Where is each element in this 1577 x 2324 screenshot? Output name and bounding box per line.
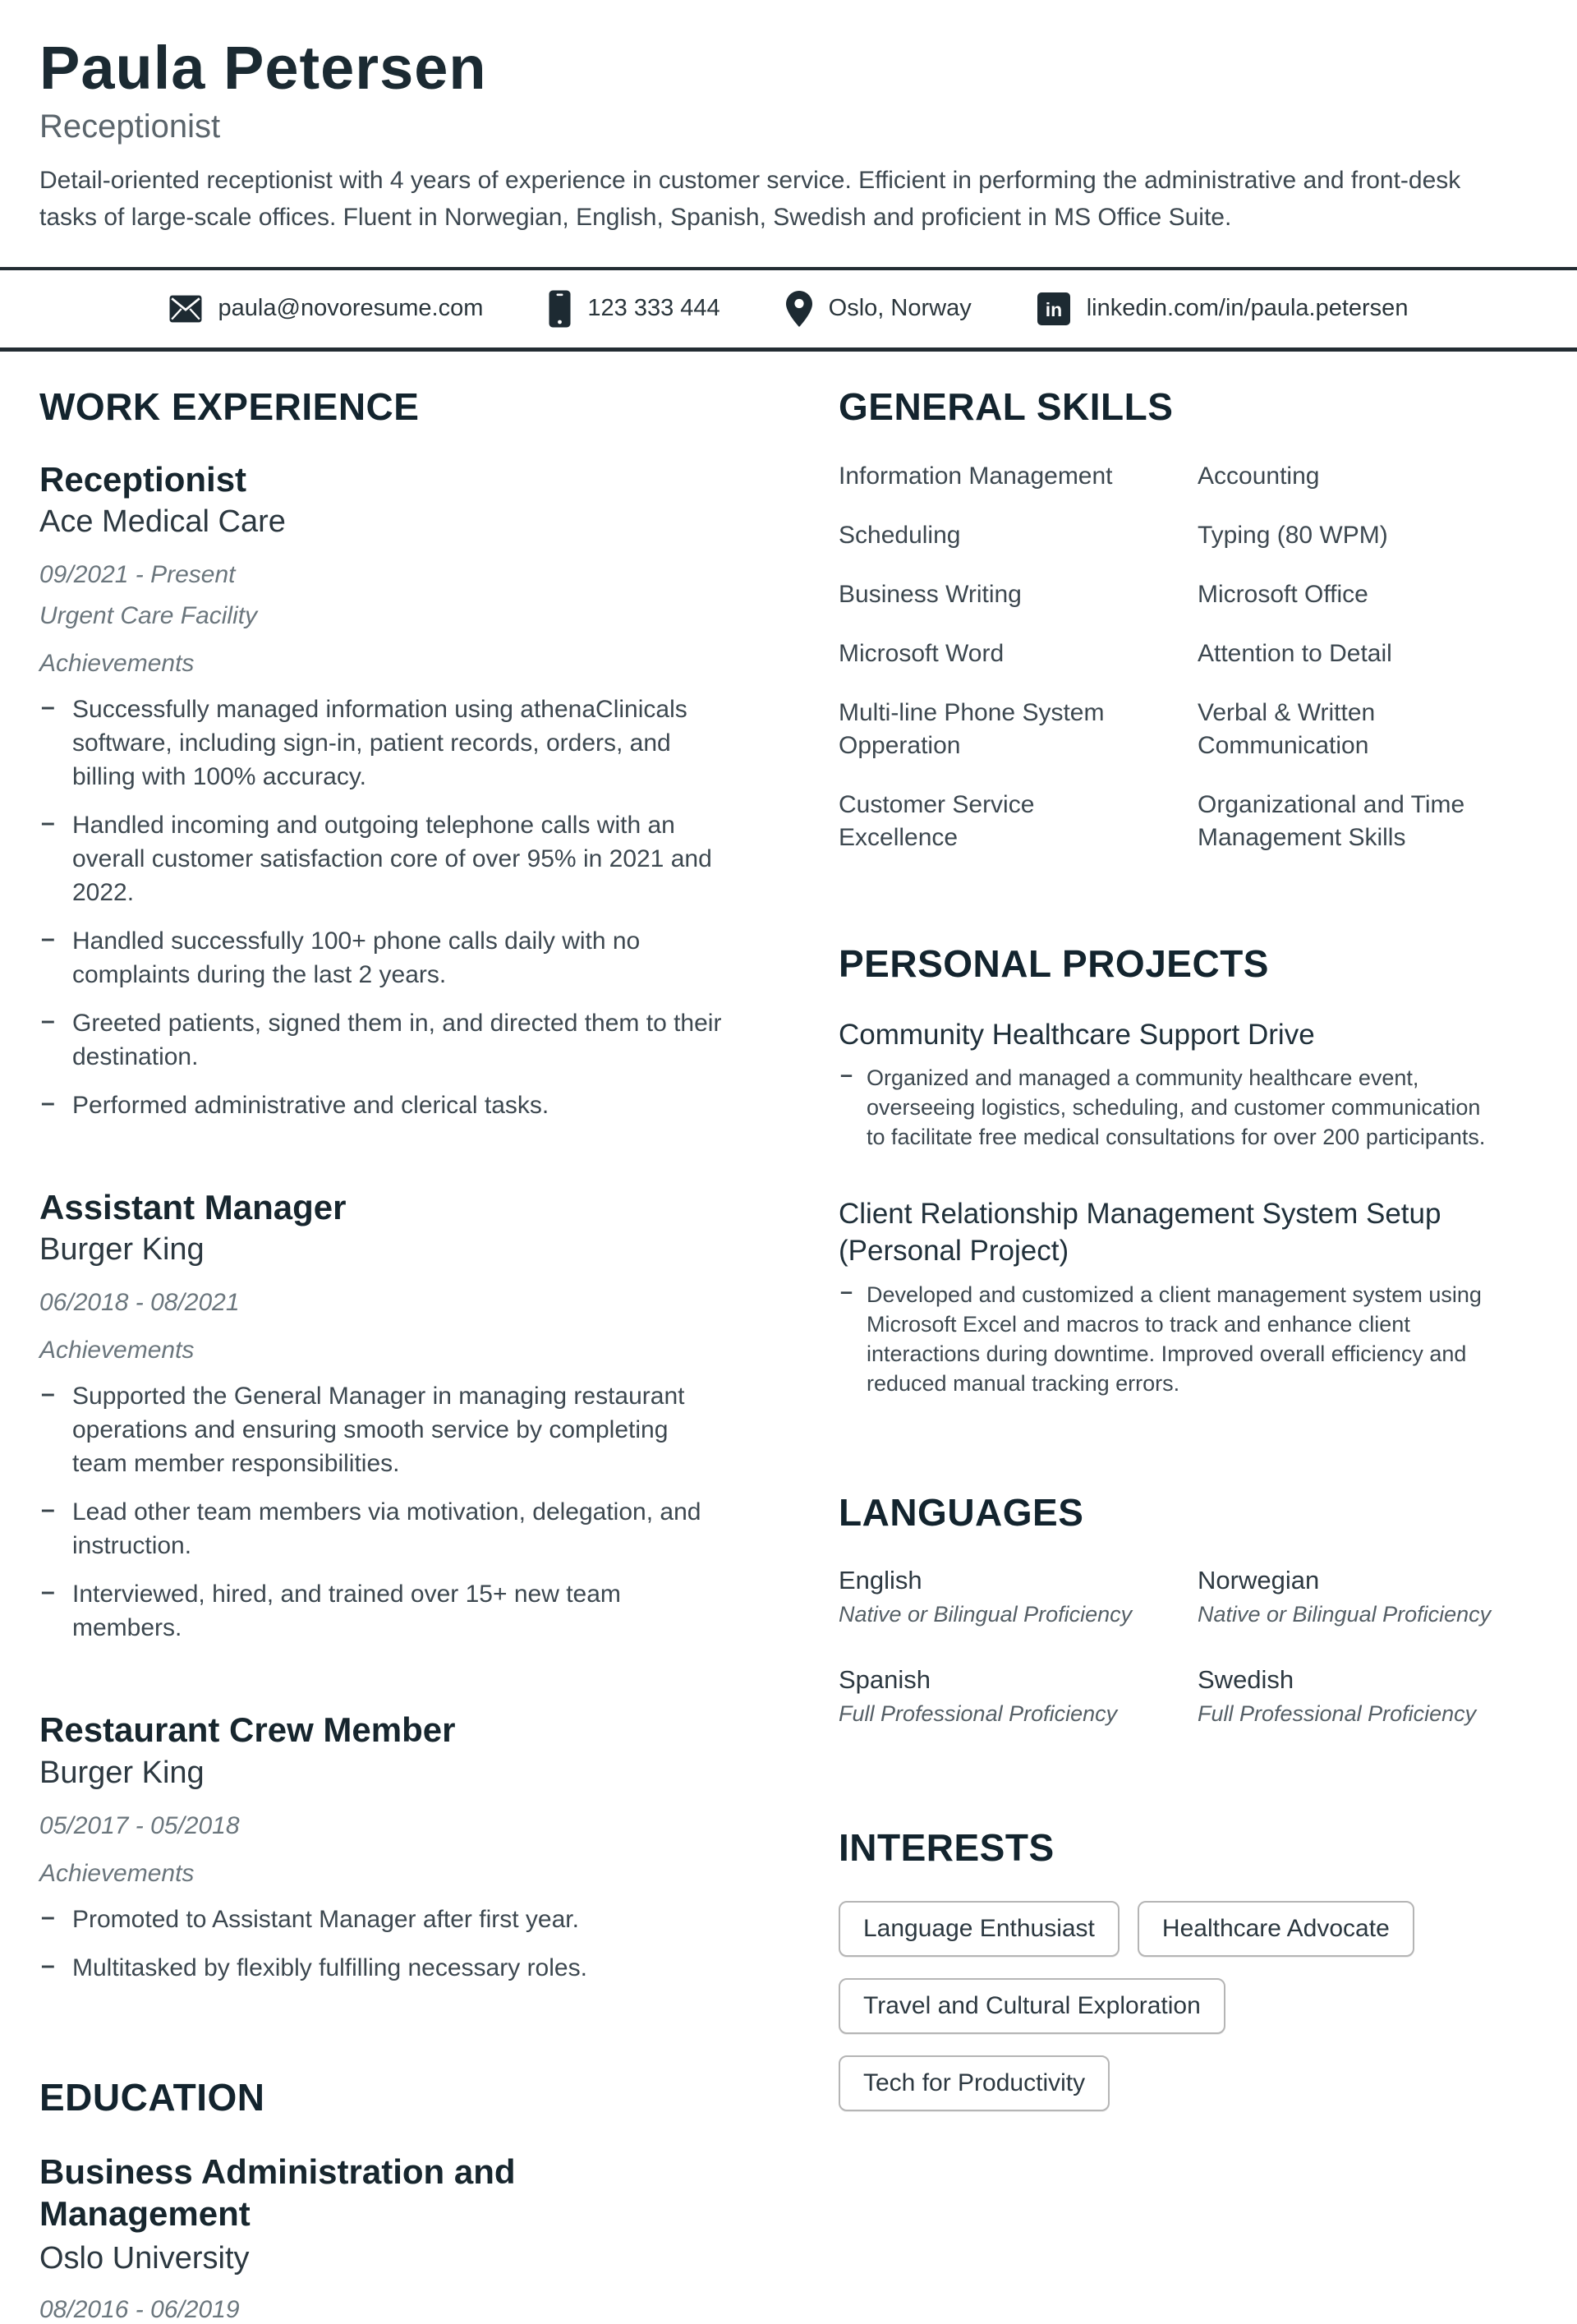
- project-entry: [839, 1017, 1538, 1153]
- job-entry: [39, 1710, 783, 1984]
- job-bullets: [39, 693, 783, 1122]
- language-name: Spanish: [839, 1665, 931, 1695]
- contact-email-text: paula@novoresume.com: [218, 295, 484, 322]
- skill-item: Typing (80 WPM): [1198, 521, 1388, 549]
- education-heading: EDUCATION: [39, 2075, 265, 2119]
- svg-text:in: in: [1045, 298, 1062, 320]
- job-dates: 05/2017 - 05/2018: [39, 1811, 240, 1839]
- project-bullets: [839, 1063, 1538, 1152]
- envelope-icon: [169, 295, 202, 323]
- language-name: Norwegian: [1198, 1566, 1320, 1595]
- dash-marker: –: [41, 1903, 55, 1931]
- bullet-item: – Handled incoming and outgoing telephone calls with an overall customer satisfaction core of over 95% in 2021 and 2022.: [39, 808, 729, 909]
- degree-title: Business Administration and Management: [39, 2151, 516, 2233]
- job-bullets: [39, 1379, 783, 1645]
- job-entry: [39, 460, 783, 1122]
- education-section: [39, 2075, 783, 2324]
- bullet-item: – Successfully managed information using athenaClinicals software, including sign-in, patient records, orders, and billing with 100% accuracy.: [39, 693, 729, 794]
- skill-item: Attention to Detail: [1198, 639, 1392, 667]
- project-entry: [839, 1196, 1538, 1398]
- contact-location: [786, 291, 972, 327]
- dash-marker: –: [41, 1951, 55, 1979]
- interest-pill-row: [839, 1901, 1538, 1957]
- languages-section: [839, 1490, 1538, 1727]
- contact-email[interactable]: [169, 295, 484, 323]
- job-company: Burger King: [39, 1755, 205, 1790]
- interest-pill-row: [839, 1978, 1538, 2034]
- bullet-item: – Developed and customized a client management system using Microsoft Excel and macros to track and enhance client interactions during downtime. Improved overall efficiency and reduced manual tracking errors.: [839, 1280, 1504, 1398]
- language-item: [1198, 1566, 1538, 1627]
- skill-item: Business Writing: [839, 580, 1022, 608]
- dash-marker: –: [41, 1006, 55, 1034]
- project-title: Community Healthcare Support Drive: [839, 1018, 1315, 1051]
- contact-bar: [0, 267, 1577, 352]
- interest-pill: Travel and Cultural Exploration: [839, 1978, 1225, 2034]
- contact-linkedin-text: linkedin.com/in/paula.petersen: [1086, 295, 1409, 322]
- interest-pill: Language Enthusiast: [839, 1901, 1120, 1957]
- dash-marker: –: [41, 693, 55, 720]
- job-company: Ace Medical Care: [39, 504, 286, 539]
- job-company: Burger King: [39, 1232, 205, 1268]
- summary-text: Detail-oriented receptionist with 4 years of experience in customer service. Efficient in performing the administrative and front-desk tasks of large-scale offices. Fluent in Norwegian, English, Spanish, Swedish and proficient in MS Office Suite.: [39, 166, 1461, 231]
- achievements-label: Achievements: [39, 1859, 195, 1887]
- dash-marker: –: [840, 1279, 853, 1305]
- linkedin-icon: [1037, 292, 1070, 325]
- language-level: Full Professional Proficiency: [1198, 1701, 1477, 1727]
- achievements-label: Achievements: [39, 1337, 195, 1364]
- education-dates: 08/2016 - 06/2019: [39, 2296, 240, 2324]
- dash-marker: –: [41, 924, 55, 952]
- skill-item: Information Management: [839, 462, 1113, 490]
- job-meta: Urgent Care Facility: [39, 601, 258, 629]
- project-title: Client Relationship Management System Setup (Personal Project): [839, 1198, 1441, 1268]
- interests-section: [839, 1825, 1538, 2111]
- contact-linkedin[interactable]: [1037, 292, 1409, 325]
- bullet-item: – Organized and managed a community healthcare event, overseeing logistics, scheduling, and customer communication to facilitate free medical consultations for over 200 participants.: [839, 1063, 1504, 1152]
- language-level: Full Professional Proficiency: [839, 1701, 1118, 1727]
- job-title: Restaurant Crew Member: [39, 1710, 456, 1750]
- job-title: Assistant Manager: [39, 1187, 347, 1226]
- interest-pill-row: [839, 2055, 1538, 2111]
- skills-grid: [839, 460, 1538, 854]
- school-name: Oslo University: [39, 2241, 250, 2276]
- personal-projects-section: [839, 941, 1538, 1398]
- interest-pill: Healthcare Advocate: [1138, 1901, 1414, 1957]
- job-entry: [39, 1188, 783, 1645]
- bullet-item: – Multitasked by flexibly fulfilling necessary roles.: [39, 1951, 729, 1985]
- job-bullets: [39, 1903, 783, 1985]
- achievements-label: Achievements: [39, 649, 195, 677]
- contact-location-text: Oslo, Norway: [828, 295, 972, 322]
- main-columns: [0, 352, 1577, 2324]
- skill-item: Microsoft Office: [1198, 580, 1368, 608]
- header: [0, 0, 1577, 236]
- dash-marker: –: [41, 1088, 55, 1116]
- general-skills-heading: GENERAL SKILLS: [839, 384, 1174, 428]
- job-dates: 06/2018 - 08/2021: [39, 1289, 240, 1317]
- language-level: Native or Bilingual Proficiency: [839, 1602, 1133, 1627]
- work-experience-heading: WORK EXPERIENCE: [39, 384, 420, 428]
- location-pin-icon: [786, 291, 812, 327]
- bullet-item: – Handled successfully 100+ phone calls daily with no complaints during the last 2 years.: [39, 924, 729, 992]
- interest-pill: Tech for Productivity: [839, 2055, 1110, 2111]
- job-dates: 09/2021 - Present: [39, 560, 236, 588]
- phone-icon: [549, 290, 571, 328]
- right-column: [839, 384, 1538, 2133]
- dash-marker: –: [41, 1496, 55, 1524]
- dash-marker: –: [840, 1062, 853, 1088]
- skill-item: Multi-line Phone System Opperation: [839, 698, 1105, 759]
- skill-item: Customer Service Excellence: [839, 790, 1035, 851]
- dash-marker: –: [41, 1578, 55, 1606]
- contact-phone-text: 123 333 444: [587, 295, 720, 322]
- general-skills-section: [839, 384, 1538, 854]
- interests-heading: INTERESTS: [839, 1826, 1055, 1870]
- bullet-item: – Performed administrative and clerical tasks.: [39, 1088, 729, 1122]
- work-experience-section: [39, 384, 783, 1985]
- language-name: English: [839, 1566, 922, 1595]
- job-title: Receptionist: [39, 459, 247, 499]
- bullet-item: – Supported the General Manager in managing restaurant operations and ensuring smooth service by completing team member responsibilities.: [39, 1379, 729, 1480]
- languages-grid: [839, 1566, 1538, 1727]
- skill-item: Microsoft Word: [839, 639, 1005, 667]
- bullet-item: – Promoted to Assistant Manager after first year.: [39, 1903, 729, 1936]
- person-job-title: Receptionist: [39, 108, 221, 145]
- language-item: [1198, 1665, 1538, 1727]
- bullet-item: – Interviewed, hired, and trained over 15+ new team members.: [39, 1577, 729, 1645]
- personal-projects-heading: PERSONAL PROJECTS: [839, 941, 1269, 985]
- skill-item: Organizational and Time Management Skills: [1198, 790, 1465, 851]
- languages-heading: LANGUAGES: [839, 1491, 1084, 1535]
- language-item: [839, 1566, 1198, 1627]
- language-name: Swedish: [1198, 1665, 1294, 1695]
- dash-marker: –: [41, 1380, 55, 1408]
- project-bullets: [839, 1280, 1538, 1398]
- dash-marker: –: [41, 808, 55, 836]
- skill-item: Scheduling: [839, 521, 961, 549]
- language-item: [839, 1665, 1198, 1727]
- skill-item: Verbal & Written Communication: [1198, 698, 1376, 759]
- language-level: Native or Bilingual Proficiency: [1198, 1602, 1492, 1627]
- contact-phone: [549, 290, 720, 328]
- bullet-item: – Greeted patients, signed them in, and directed them to their destination.: [39, 1006, 729, 1074]
- skill-item: Accounting: [1198, 462, 1320, 490]
- person-name: Paula Petersen: [39, 34, 487, 102]
- bullet-item: – Lead other team members via motivation, delegation, and instruction.: [39, 1495, 729, 1562]
- left-column: [39, 384, 783, 2324]
